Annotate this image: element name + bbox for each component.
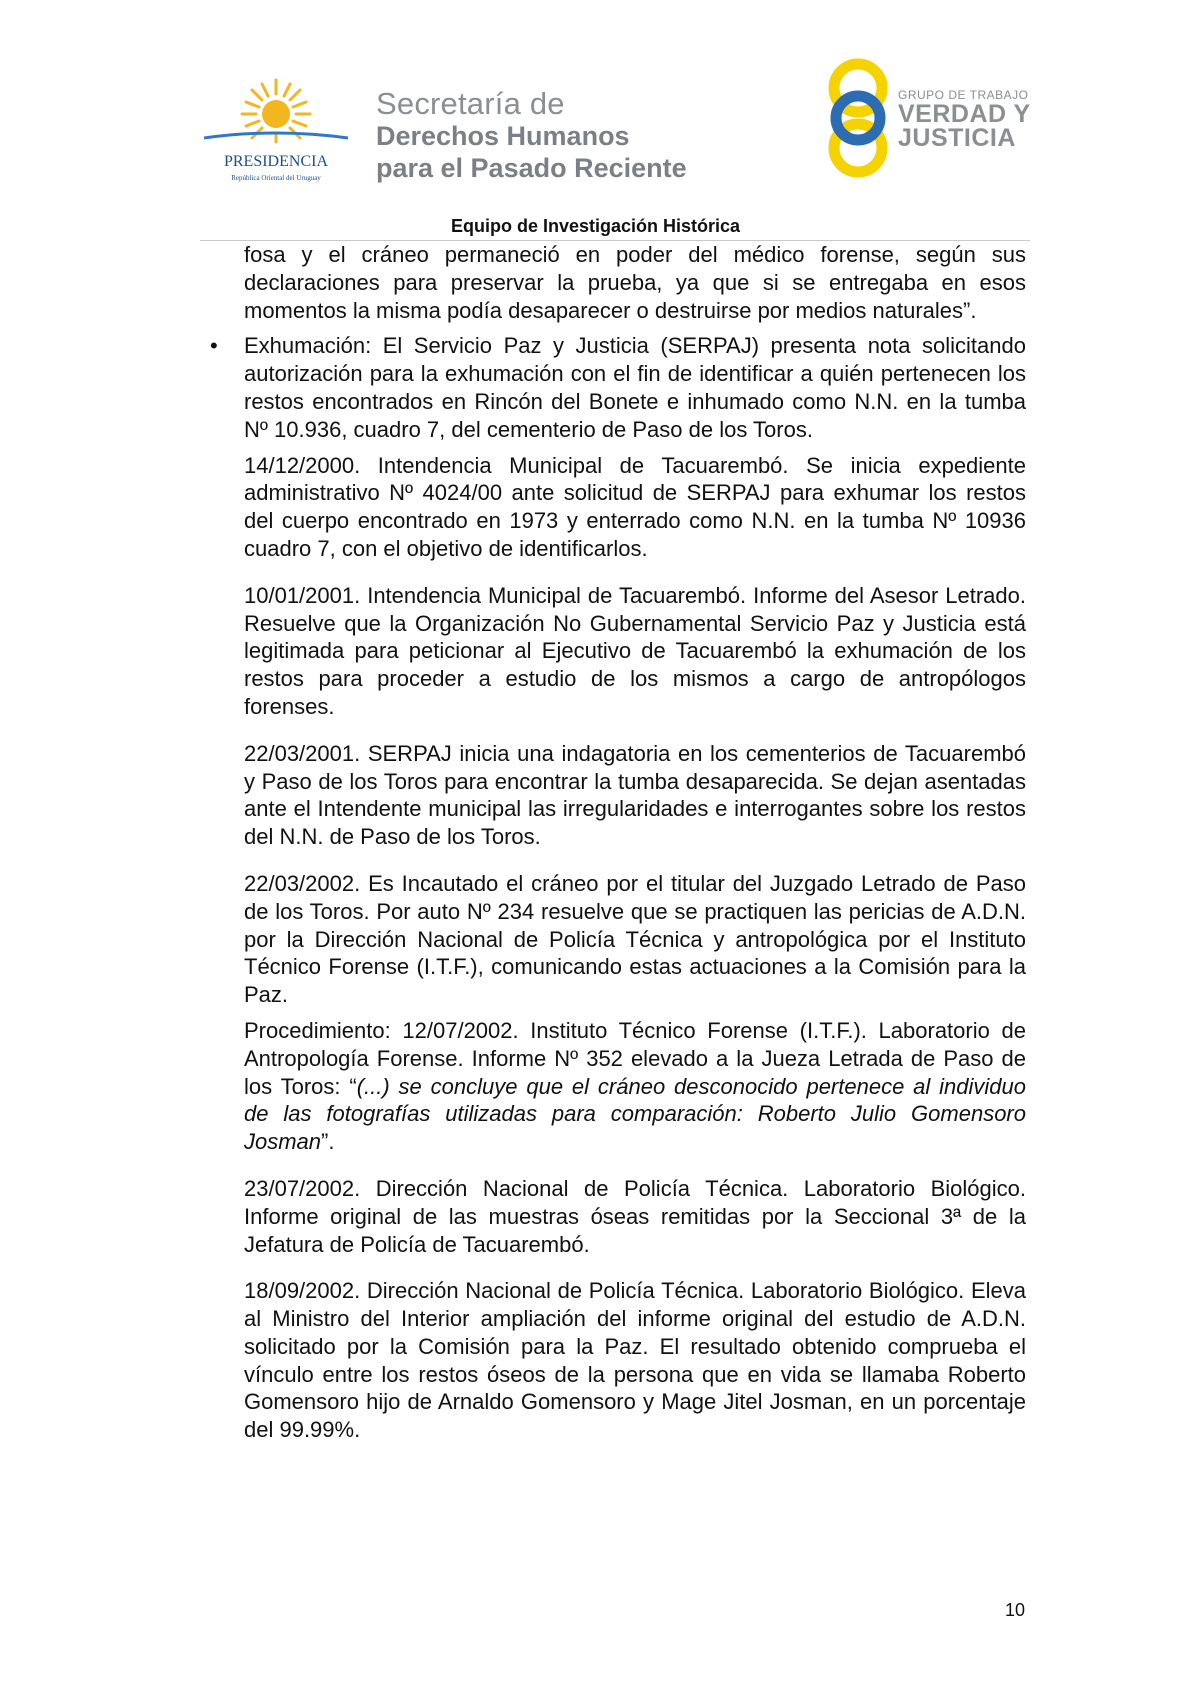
page-header [0, 0, 1191, 240]
vj-line-1: GRUPO DE TRABAJO [898, 88, 1029, 102]
secretaria-line-2: Derechos Humanos [376, 121, 630, 151]
paragraph-8: 23/07/2002. Dirección Nacional de Policía Técnica. Laboratorio Biológico. Informe original de las muestras óseas remitidas por la Seccional 3ª de la Jefatura de Policía de Tacuarembó. [244, 1175, 1026, 1257]
paragraph-9: 18/09/2002. Dirección Nacional de Policía Técnica. Laboratorio Biológico. Eleva al Ministro del Interior ampliación del informe original del estudio de A.D.N. solicitado por la Comisión para la Paz. El resultado obtenido comprueba el vínculo entre los restos óseos de la persona que en vida se llamaba Roberto Gomensoro hijo de Arnaldo Gomensoro y Mage Jitel Josman, en un porcentaje del 99.99%. [244, 1278, 1026, 1443]
paragraph-7-intro: Procedimiento: 12/07/2002. Instituto Técnico Forense (I.T.F.). Laboratorio de Antropología Forense. Informe Nº 352 elevado a la Jueza Letrada de Paso de los Toros: “ [244, 1017, 1026, 1099]
paragraph-6: 22/03/2002. Es Incautado el cráneo por el titular del Juzgado Letrado de Paso de los Toros. Por auto Nº 234 resuelve que se practiquen las pericias de A.D.N. por la Dirección Nacional de Policía Técnica y antropológica por el Instituto Técnico Forense (I.T.F.), comunicando estas actuaciones a la Comisión para la Paz. [244, 870, 1026, 1008]
paragraph-7-end: ”. [321, 1129, 335, 1155]
presidencia-sun-logo [196, 76, 356, 186]
page-number: 10 [1005, 1600, 1026, 1620]
presidencia-name: PRESIDENCIA [223, 153, 329, 170]
presidencia-subtitle: República Oriental del Uruguay [231, 174, 321, 182]
paragraph-4: 10/01/2001. Intendencia Municipal de Tacuarembó. Informe del Asesor Letrado. Resuelve que la Organización No Gubernamental Servicio Paz y Justicia está legitimada para peticionar al Ejecutivo de Tacuarembó la exhumación de los restos para proceder a estudio de los mismos a cargo de antropólogos forenses. [244, 582, 1026, 719]
vj-line-3: JUSTICIA [898, 124, 1016, 152]
paragraph-2: Exhumación: El Servicio Paz y Justicia (SERPAJ) presenta nota solicitando autorización para la exhumación con el fin de identificar a quién pertenecen los restos encontrados en Rincón del Bonete e inhumado como N.N. en la tumba Nº 10.936, cuadro 7, del cementerio de Paso de los Toros. [244, 333, 1026, 442]
document-body [210, 241, 1027, 1444]
paragraph-1: fosa y el cráneo permaneció en poder del médico forense, según sus declaraciones para preservar la prueba, ya que si se entregaba en esos momentos la misma podía desaparecer o destruirse por medios naturales”. [244, 242, 1026, 323]
verdad-justicia-logo-icon [818, 56, 906, 180]
bullet-item [210, 332, 1026, 443]
paragraph-3: 14/12/2000. Intendencia Municipal de Tacuarembó. Se inicia expediente administrativo Nº 4024/00 ante solicitud de SERPAJ para exhumar los restos del cuerpo encontrado en 1973 y enterrado como N.N. en la tumba Nº 10936 cuadro 7, con el objetivo de identificarlos. [244, 452, 1026, 561]
team-title: Equipo de Investigación Histórica [450, 216, 741, 236]
paragraph-7 [244, 1017, 1026, 1156]
secretaria-title [376, 88, 687, 184]
vj-line-2: VERDAD Y [898, 100, 1031, 128]
bullet-icon: • [210, 333, 218, 359]
paragraph-7-quote: (...) se concluye que el cráneo desconocido pertenece al individuo de las fotografías utilizadas para comparación: Roberto Julio Gomensoro Josman [244, 1073, 1027, 1155]
verdad-justicia-text [898, 88, 1031, 150]
secretaria-line-3: para el Pasado Reciente [376, 153, 687, 183]
paragraph-5: 22/03/2001. SERPAJ inicia una indagatoria en los cementerios de Tacuarembó y Paso de los Toros para encontrar la tumba desaparecida. Se dejan asentadas ante el Intendente municipal las irregularidades e interrogantes sobre los restos del N.N. de Paso de los Toros. [244, 740, 1026, 850]
secretaria-line-1: Secretaría de [376, 86, 565, 121]
